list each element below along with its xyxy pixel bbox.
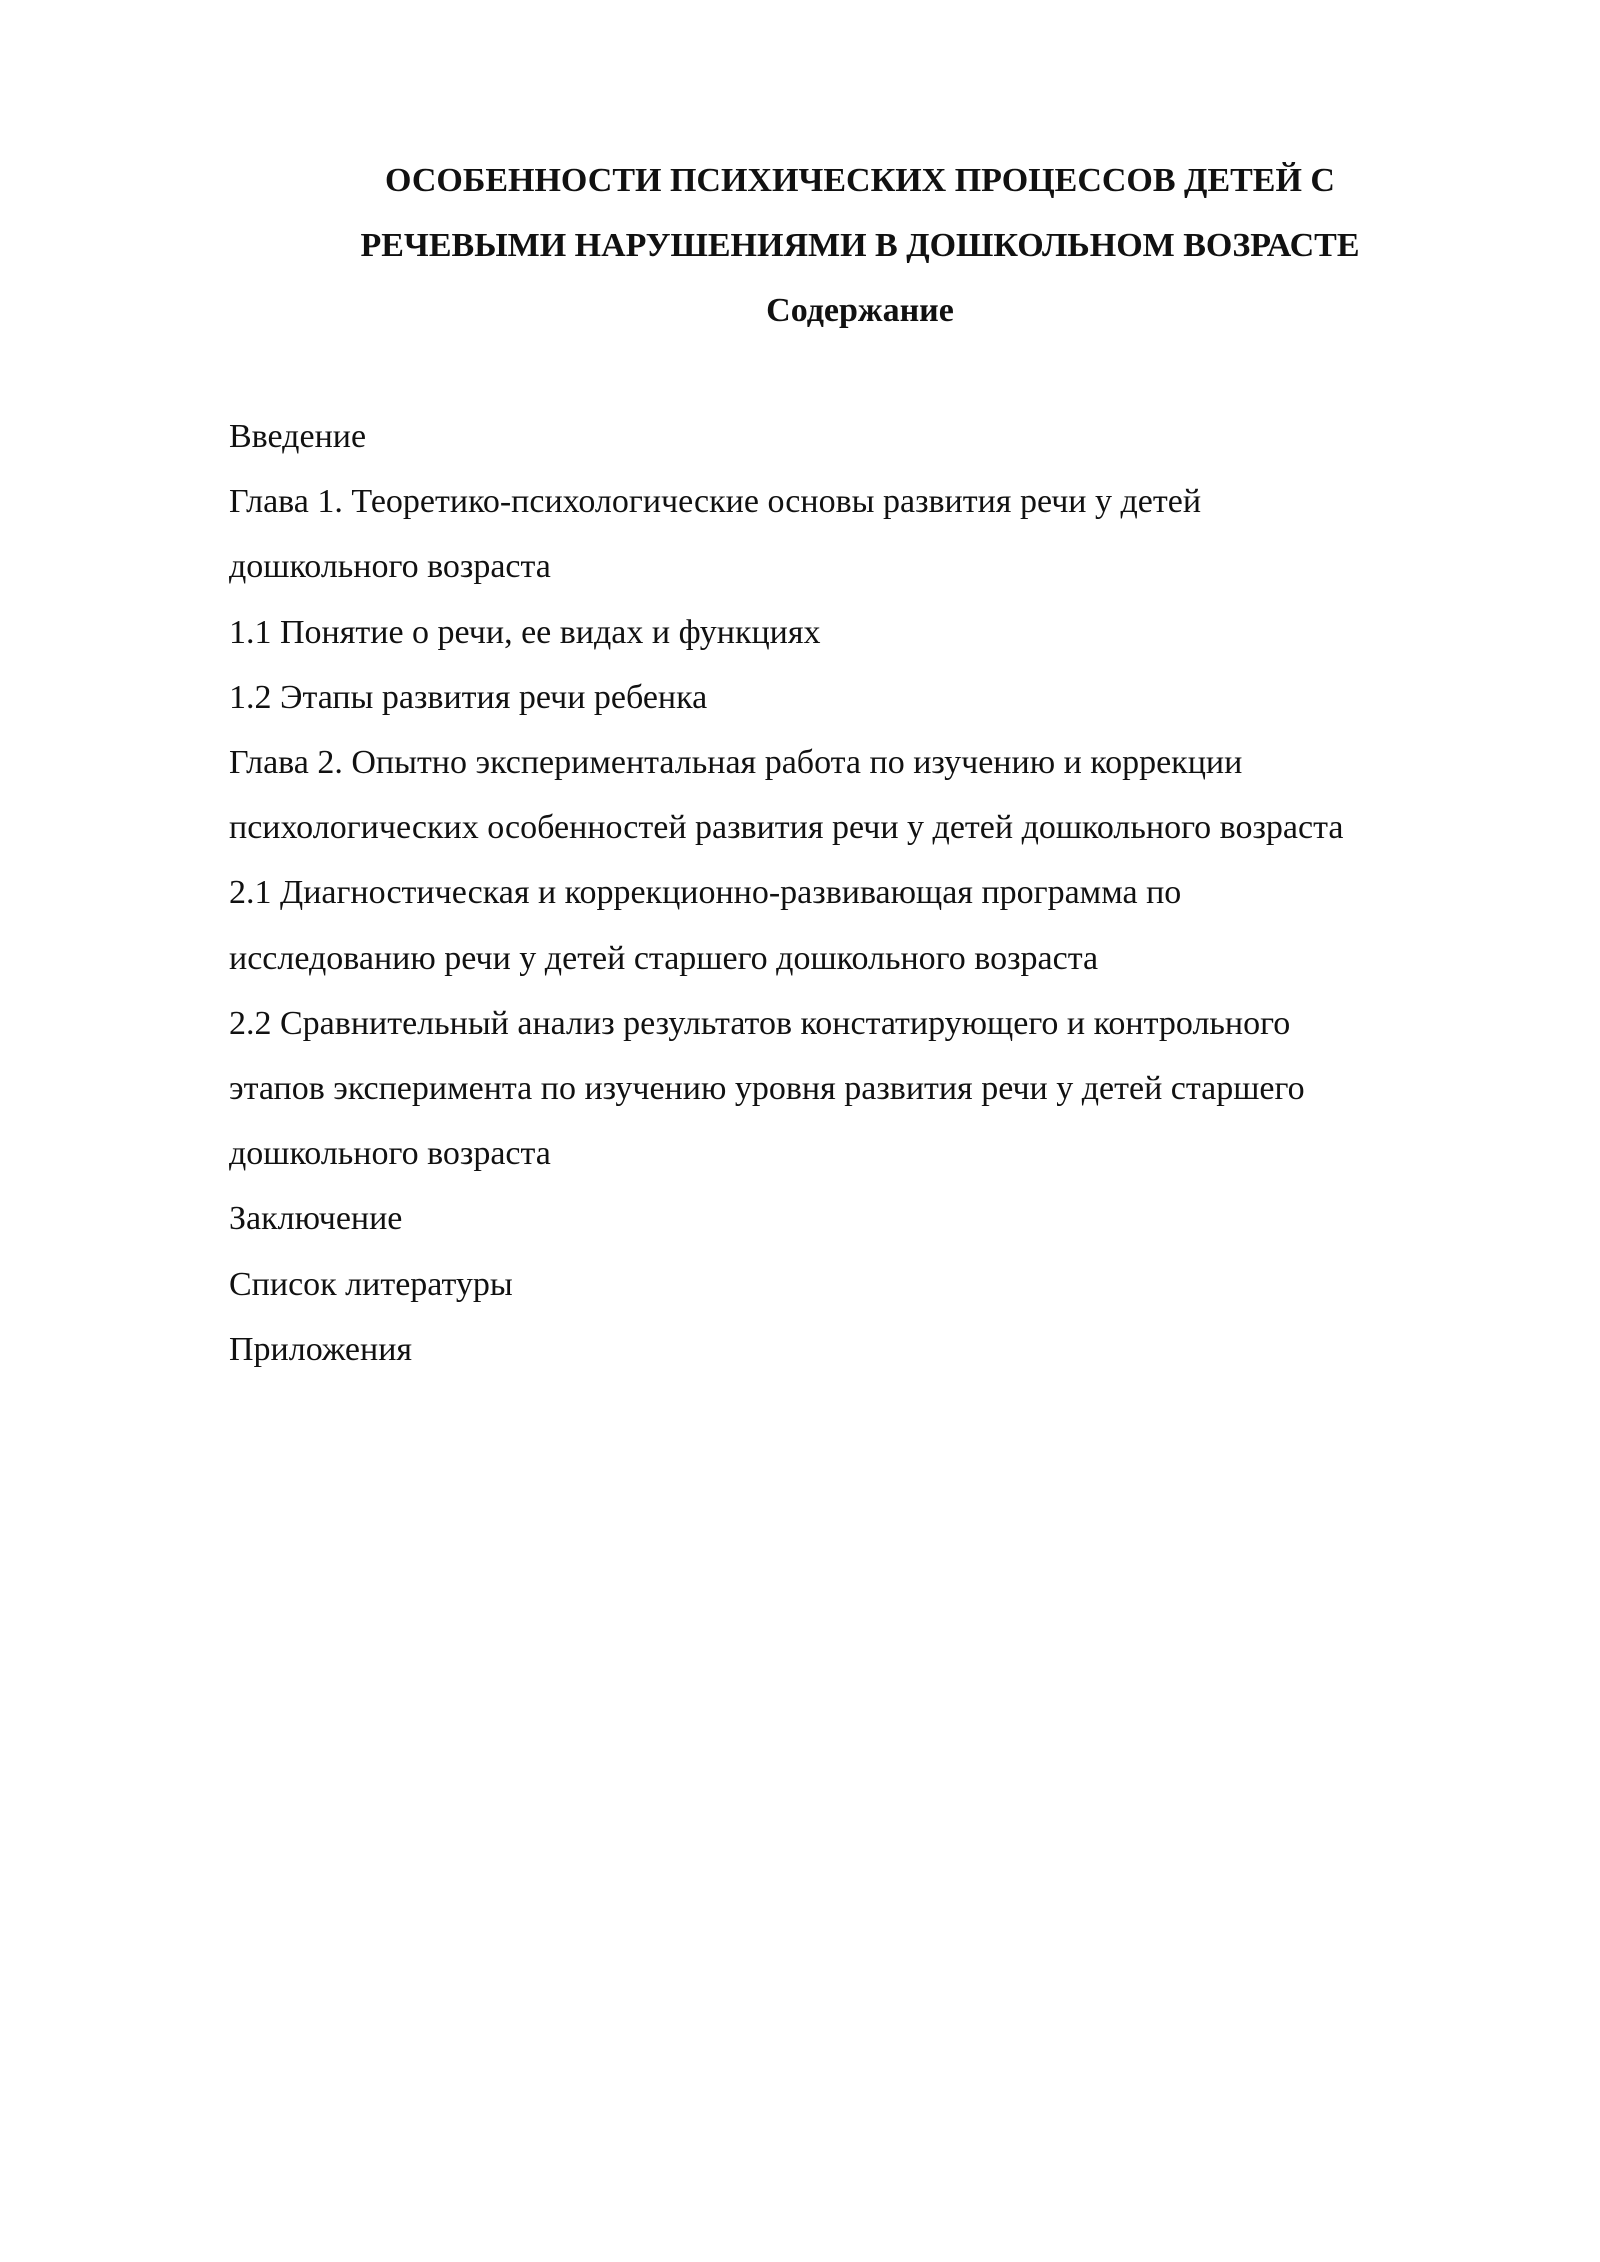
title-block — [200, 148, 1520, 343]
contents-heading: Содержание — [766, 292, 954, 329]
toc-line-introduction: Введение — [229, 418, 367, 455]
toc-line-chapter-2: Глава 2. Опытно экспериментальная работа по изучению и коррекции — [229, 744, 1243, 782]
toc-line-section-2-2: 2.2 Сравнительный анализ результатов констатирующего и контрольного — [229, 1004, 1291, 1042]
toc-line-conclusion: Заключение — [229, 1200, 403, 1238]
toc-line-chapter-1: Глава 1. Теоретико-психологические основы развития речи у детей — [229, 483, 1202, 521]
toc-line-section-2-2-cont-1: этапов эксперимента по изучению уровня развития речи у детей старшего — [229, 1070, 1305, 1108]
document-title-line-1: ОСОБЕННОСТИ ПСИХИЧЕСКИХ ПРОЦЕССОВ ДЕТЕЙ С — [385, 162, 1335, 199]
toc-line-chapter-2-cont: психологических особенностей развития речи у детей дошкольного возраста — [229, 809, 1344, 847]
toc-line-chapter-1-cont: дошкольного возраста — [229, 548, 551, 586]
document-title-line-2: РЕЧЕВЫМИ НАРУШЕНИЯМИ В ДОШКОЛЬНОМ ВОЗРАСТЕ — [360, 227, 1360, 264]
toc-line-references: Список литературы — [229, 1265, 513, 1303]
toc-line-section-2-1: 2.1 Диагностическая и коррекционно-развивающая программа по — [229, 874, 1182, 912]
toc-line-appendices: Приложения — [229, 1330, 413, 1368]
toc-line-section-1-2: 1.2 Этапы развития речи ребенка — [229, 678, 708, 716]
toc-line-section-1-1: 1.1 Понятие о речи, ее видах и функциях — [229, 613, 821, 651]
toc-line-section-2-2-cont-2: дошкольного возраста — [229, 1135, 551, 1173]
toc-line-section-2-1-cont: исследованию речи у детей старшего дошкольного возраста — [229, 939, 1099, 977]
table-of-contents — [229, 404, 1549, 1382]
